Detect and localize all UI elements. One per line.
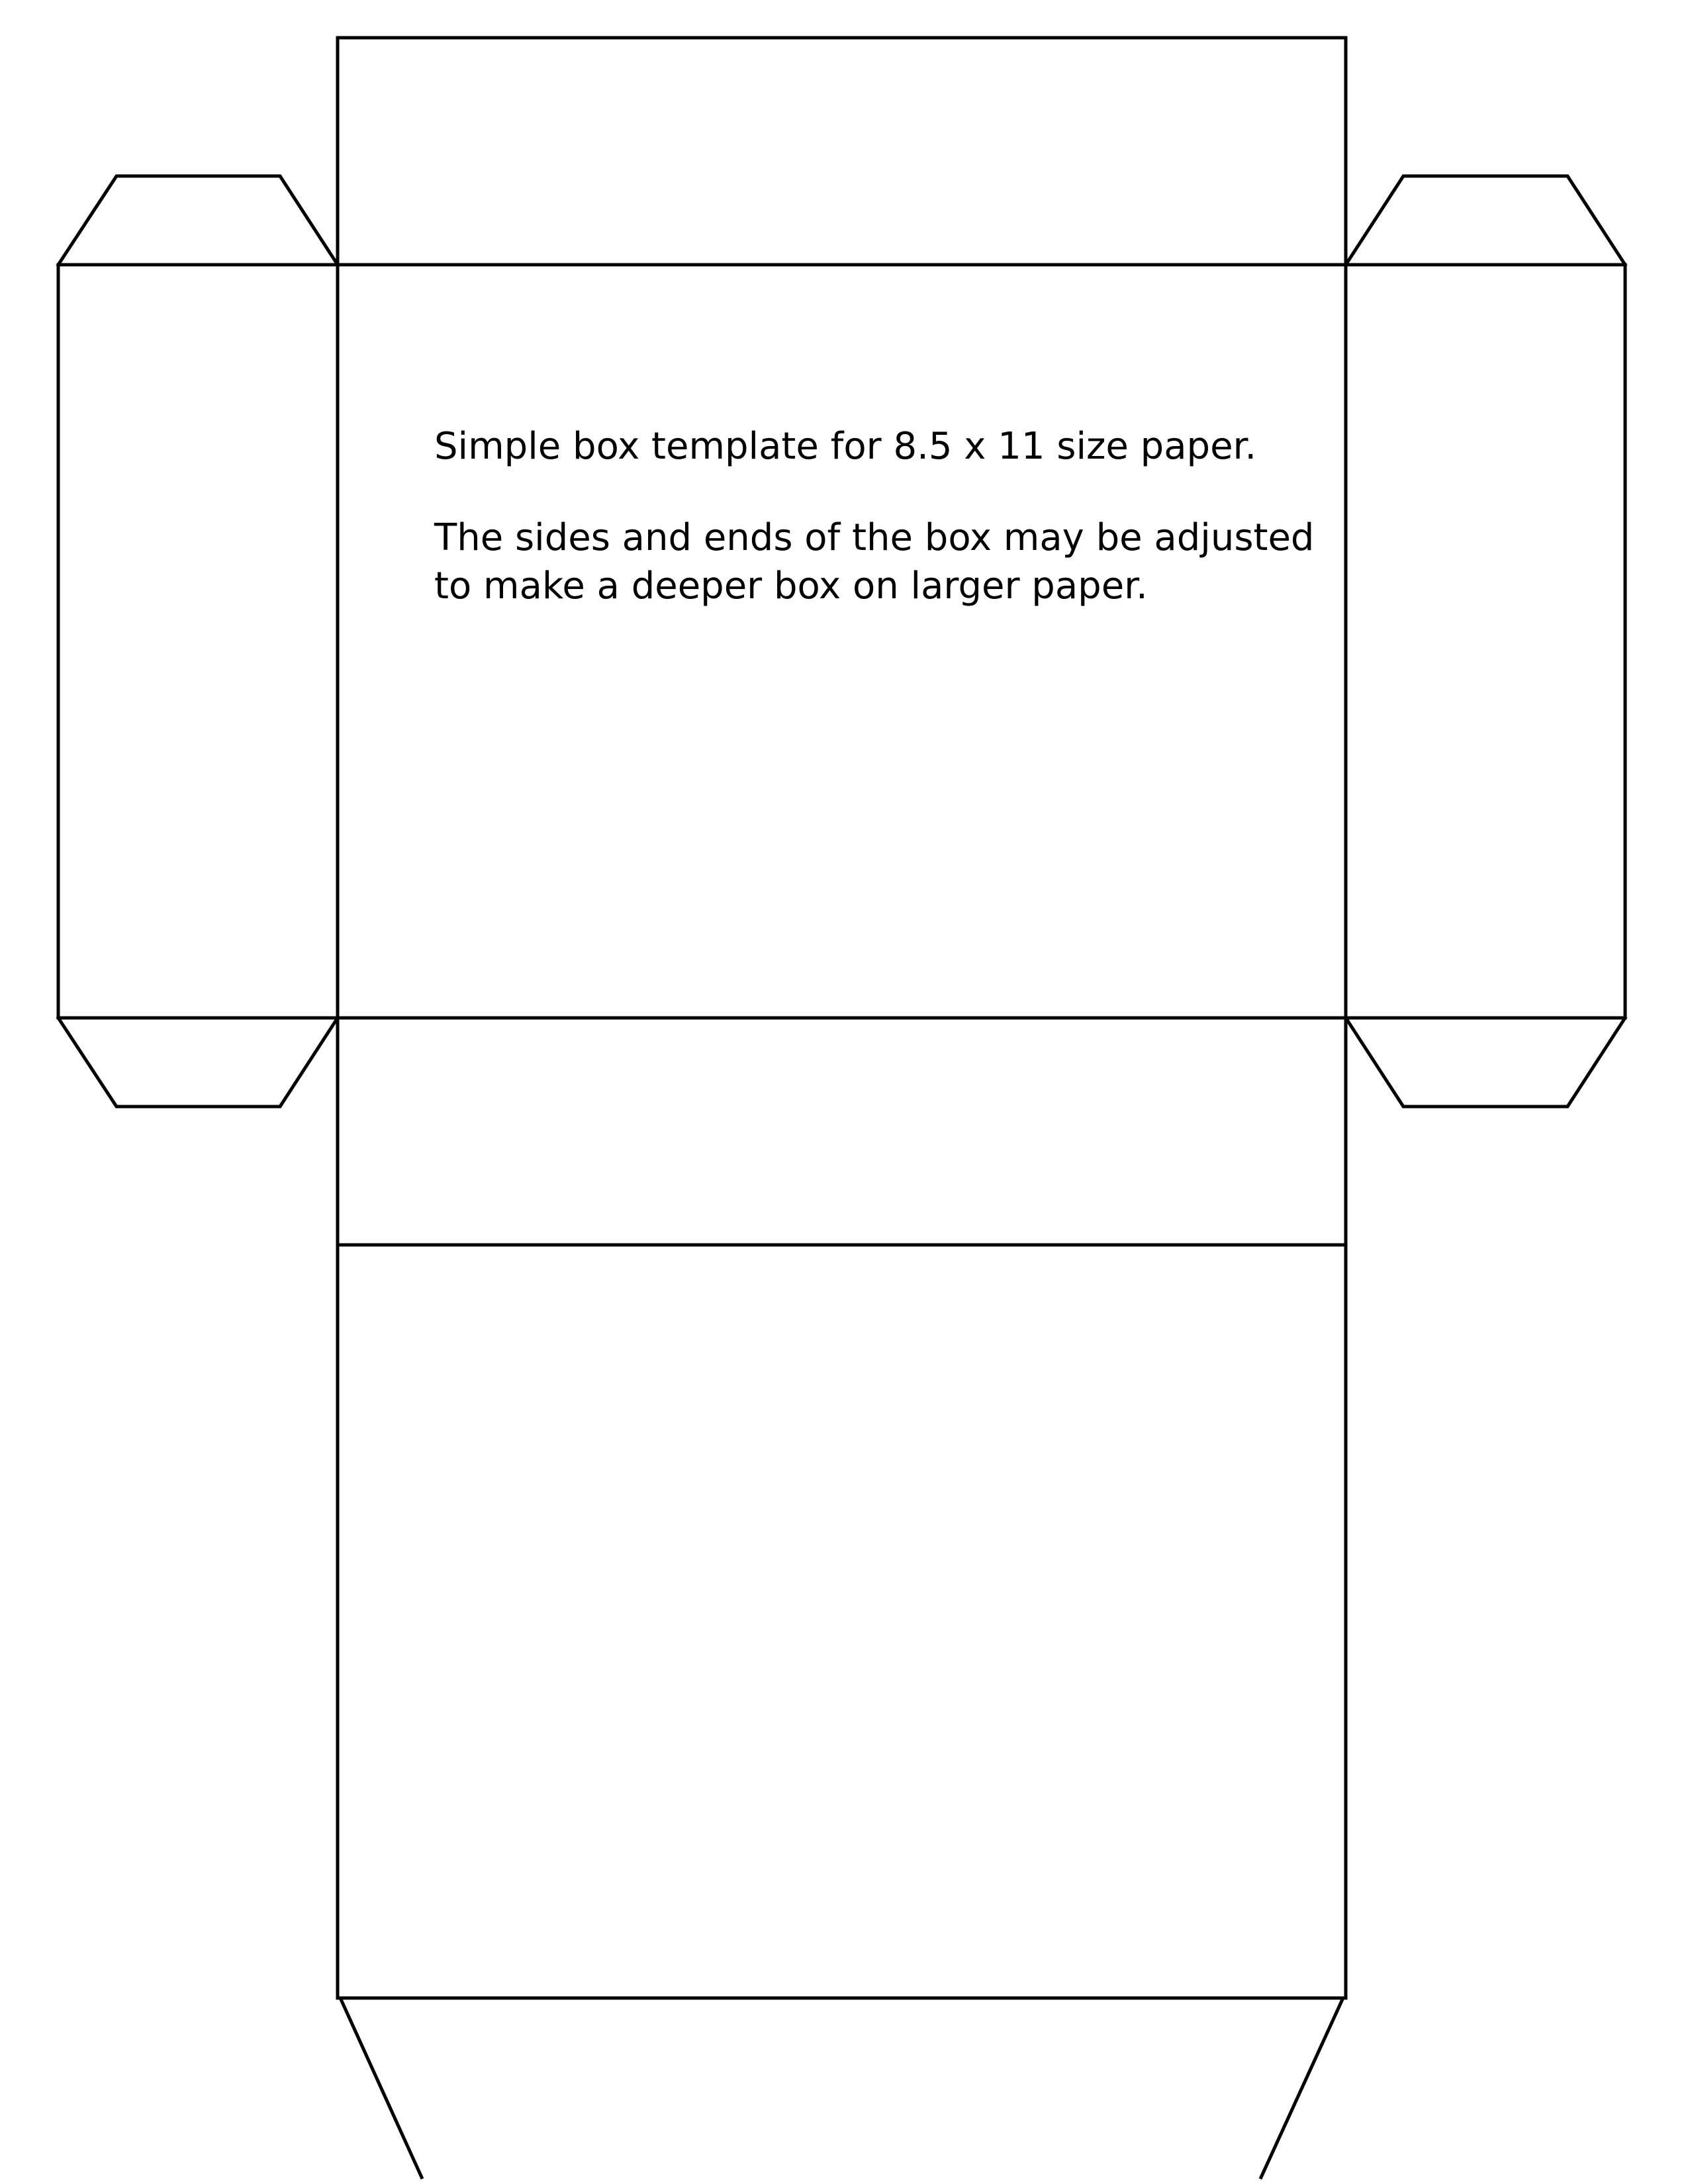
box-lid-panel [338, 265, 1346, 1018]
left-side-panel [58, 265, 338, 1018]
top-flap-panel [338, 38, 1346, 265]
instruction-line-2: The sides and ends of the box may be adjusted [434, 516, 1315, 559]
right-upper-glue-tab [1346, 176, 1625, 265]
box-bottom-panel [338, 1245, 1346, 1998]
bottom-flap-left-edge [341, 1999, 422, 2177]
bottom-flap-right-edge [1261, 1999, 1342, 2177]
right-side-panel [1346, 265, 1625, 1018]
left-lower-glue-tab [58, 1018, 338, 1107]
left-upper-glue-tab [58, 176, 338, 265]
box-end-panel [338, 1018, 1346, 1245]
right-lower-glue-tab [1346, 1018, 1625, 1107]
instruction-line-3: to make a deeper box on larger paper. [434, 565, 1148, 608]
instruction-line-1: Simple box template for 8.5 x 11 size paper. [434, 425, 1257, 468]
